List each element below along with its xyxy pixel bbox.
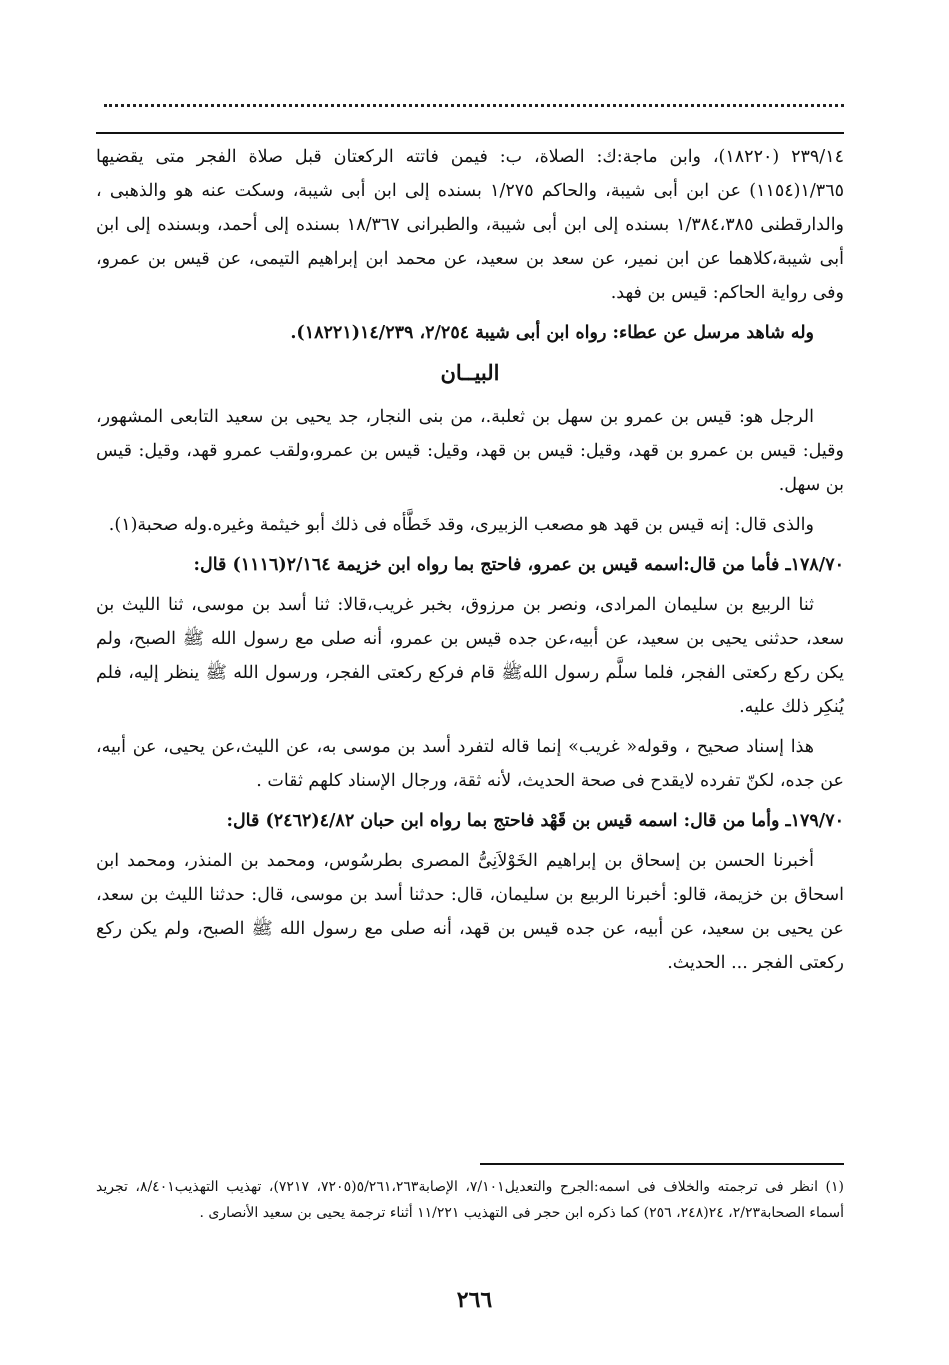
paragraph-man: الرجل هو: قيس بن عمرو بن سهل بن ثعلبة.، من بنى النجار، جد يحيى بن سعيد التابعى المشهور، وقيل: قيس بن عمرو بن قهد، وقيل: قيس بن قهد، وقيل: قيس بن عمرو،ولقب عمرو قهد، وقيل: قيس بن سهل. <box>96 407 844 495</box>
paragraph-hadith-179-title: ١٧٩/٧٠ـ وأما من قال: اسمه قيس بن قَهْد فاحتج بما رواه ابن حبان ٤/٨٢(٢٤٦٢) قال: <box>226 811 844 831</box>
paragraph-witness: وله شاهد مرسل عن عطاء: رواه ابن أبى شيبة ٢/٢٥٤، ١٤/٢٣٩(١٨٢٢١). <box>290 323 814 343</box>
body-text <box>96 140 844 986</box>
paragraph-hadith-179-text: أخبرنا الحسن بن إسحاق بن إبراهيم الخَوْلاَنِىُّ المصرى بطرسُوس، ومحمد بن المنذر، ومحمد ابن اسحاق بن خزيمة، قالو: أخبرنا الربيع بن سليمان، قال: حدثنا أسد بن موسى، قال: حدثنا الليث بن سعد، عن يحيى بن سعيد، عن أبيه، عن جده قيس بن قهد، أنه صلى مع رسول الله ﷺ الصبح، ولم يكن ركع ركعتى الفجر ... الحديث. <box>96 851 844 973</box>
section-heading: البيــان <box>440 360 500 385</box>
footnote <box>96 1174 844 1226</box>
paragraph-hadith-178-title: ١٧٨/٧٠ـ فأما من قال:اسمه قيس بن عمرو، فاحتج بما رواه ابن خزيمة ٢/١٦٤(١١١٦) قال: <box>193 555 844 575</box>
paragraph-hadith-178-text: ثنا الربيع بن سليمان المرادى، ونصر بن مرزوق، بخبر غريب،قالا: ثنا أسد بن موسى، ثنا الليث بن سعد، حدثنى يحيى بن سعيد، عن أبيه،عن جده قيس بن عمرو، أنه صلى مع رسول الله ﷺ الصبح، ولم يكن ركع ركعتى الفجر، فلما سلَّم رسول اللهﷺ قام فركع ركعتى الفجر، ورسول الله ﷺ ينظر إليه، فلم يُنكِر ذلك عليه. <box>96 595 844 717</box>
footnote-rule <box>480 1163 844 1165</box>
page-number: ٢٦٦ <box>456 1287 493 1313</box>
paragraph-isnad-note: هذا إسناد صحيح ، وقوله« غريب» إنما قاله لتفرد أسد بن موسى به، عن الليث،عن يحيى، عن أبيه، عن جده، لكنّ تفرده لايقدح فى صحة الحديث، لأنه ثقة، ورجال الإسناد كلهم ثقات . <box>96 737 844 791</box>
dotted-rule <box>104 104 844 107</box>
top-rule <box>96 132 844 134</box>
footnote-text: (١) انظر فى ترجمته والخلاف فى اسمه:الجرح والتعديل٧/١٠١، الإصابة٥/٢٦١،٢٦٣(٧٢٠٥، ٧٢١٧)، تهذيب التهذيب٨/٤٠١، تجريد أسماء الصحابة٢/٢٣، ٢٤(٢٤٨، ٢٥٦) كما ذكره ابن حجر فى التهذيب ١١/٢٢١ أثناء ترجمة يحيى بن سعيد الأنصارى . <box>96 1179 844 1221</box>
paragraph-citation: ٢٣٩/١٤ (١٨٢٢٠)، وابن ماجة:ك: الصلاة، ب: فيمن فاتته الركعتان قبل صلاة الفجر متى يقضيها ١/٣٦٥(١١٥٤) عن ابن أبى شيبة، والحاكم ١/٢٧٥ بسنده إلى ابن أبى شيبة، وسكت عنه هو والذهبى ، والدارقطنى ١/٣٨٤،٣٨٥ بسنده إلى ابن أبى شيبة، والطبرانى ١٨/٣٦٧ بسنده إلى أحمد، وبسنده إلى ابن أبى شيبة،كلاهما عن ابن نمير، عن سعد بن سعيد، عن محمد ابن إبراهيم التيمى، عن قيس بن عمرو، وفى رواية الحاكم: قيس بن فهد. <box>96 147 845 303</box>
paragraph-who-said: والذى قال: إنه قيس بن قهد هو مصعب الزبيرى، وقد خَطَّأه فى ذلك أبو خيثمة وغيره.وله صحبة(١). <box>108 515 814 535</box>
